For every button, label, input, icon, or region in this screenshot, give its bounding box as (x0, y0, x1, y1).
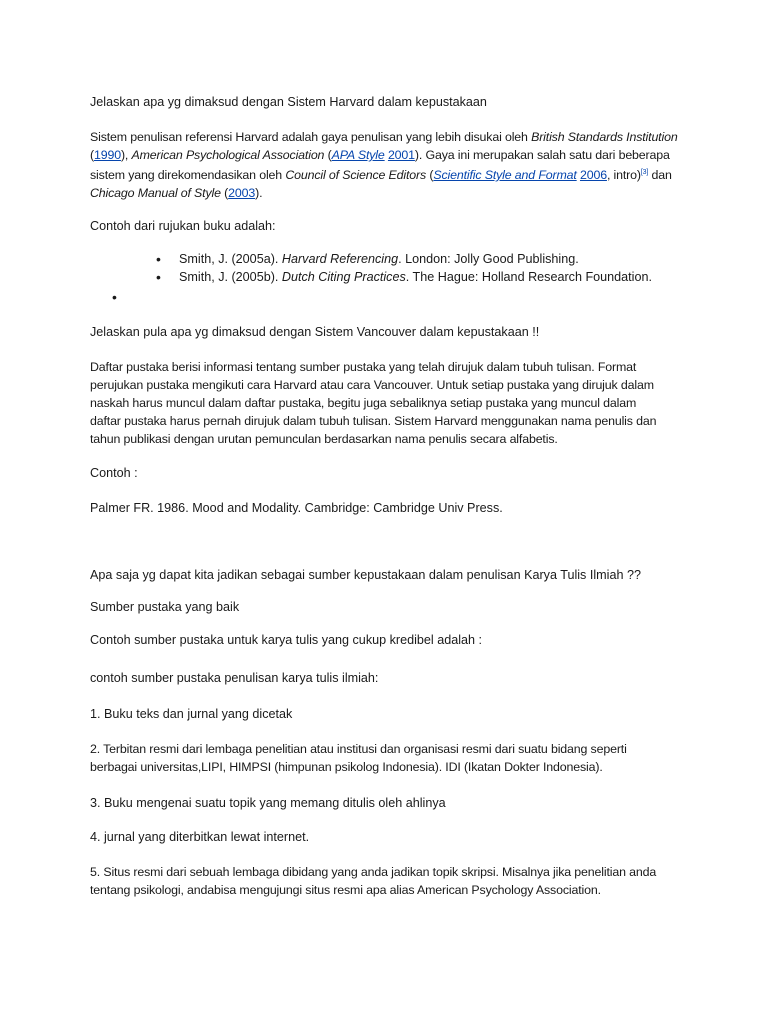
question-harvard: Jelaskan apa yg dimaksud dengan Sistem Harvard dalam kepustakaan (90, 95, 487, 109)
list-item-5: 5. Situs resmi dari sebuah lembaga dibidang yang anda jadikan topik skripsi. Misalnya jika penelitian anda tentang psikologi, andabisa mengujungi situs resmi apa alias American Psychology Association. (90, 865, 657, 897)
palmer-reference: Palmer FR. 1986. Mood and Modality. Cambridge: Cambridge Univ Press. (90, 501, 503, 515)
contoh-kredibel-heading: Contoh sumber pustaka untuk karya tulis yang cukup kredibel adalah : (90, 633, 483, 647)
reference-list (140, 250, 700, 286)
text-run: ( (90, 148, 94, 162)
list-item-1: 1. Buku teks dan jurnal yang dicetak (90, 707, 293, 721)
list-item-3: 3. Buku mengenai suatu topik yang memang ditulis oleh ahlinya (90, 796, 446, 810)
text-run: Harvard Referencing (281, 252, 399, 266)
sumber-baik-heading: Sumber pustaka yang baik (90, 600, 240, 614)
text-run: ). Gaya ini merupakan salah satu dari beberapa sistem yang direkomendasikan oleh (90, 148, 670, 183)
text-run: Dutch Citing Practices (281, 270, 406, 284)
text-run: Smith, J. (2005a). (179, 252, 282, 266)
link-1990[interactable]: 1990 (93, 148, 121, 162)
link-scientific-style[interactable]: Scientific Style and Format (433, 168, 577, 183)
footnote-link[interactable]: [3] (640, 169, 649, 176)
harvard-paragraph (90, 128, 690, 202)
text-run: ), (120, 148, 132, 162)
text-run: ( (426, 168, 434, 183)
text-run: ( (220, 186, 229, 201)
question-vancouver: Jelaskan pula apa yg dimaksud dengan Sistem Vancouver dalam kepustakaan !! (90, 325, 540, 339)
text-run: ). (255, 186, 263, 201)
list-item-4: 4. jurnal yang diterbitkan lewat internet. (90, 830, 310, 844)
text-run: . London: Jolly Good Publishing. (398, 252, 579, 266)
text-run: Smith, J. (2005b). (179, 270, 282, 284)
vancouver-paragraph: Daftar pustaka berisi informasi tentang sumber pustaka yang telah dirujuk dalam tubuh tulisan. Format perujukan pustaka mengikuti cara Harvard atau cara Vancouver. Untuk setiap pustaka yang dirujuk dalam naskah harus muncul dalam daftar pustaka, begitu juga sebaliknya setiap pustaka yang muncul dalam daftar pustaka harus pernah dirujuk dalam tubuh tulisan. Sistem Harvard menggunakan nama penulis dan tahun publikasi dengan urutan pemunculan berdasarkan nama penulis secara alfabetis. (90, 360, 657, 446)
text-run: ( (324, 148, 332, 162)
text-run: Chicago Manual of Style (90, 186, 221, 201)
text-run: Council of Science Editors (285, 168, 427, 183)
contoh-label: Contoh : (90, 466, 138, 480)
question-sumber: Apa saja yg dapat kita jadikan sebagai sumber kepustakaan dalam penulisan Karya Tulis Ilmiah ?? (90, 568, 641, 582)
list-item (140, 250, 700, 268)
text-run: British Standards Institution (531, 130, 678, 144)
link-2003[interactable]: 2003 (228, 186, 256, 201)
link-apa-style[interactable]: APA Style (331, 148, 385, 162)
link-2001[interactable]: 2001 (387, 148, 415, 162)
text-run: dan (648, 168, 672, 183)
contoh-ilmiah-heading: contoh sumber pustaka penulisan karya tulis ilmiah: (90, 671, 379, 685)
list-item-2: 2. Terbitan resmi dari lembaga penelitian atau institusi dan organisasi resmi dari suatu bidang seperti berbagai universitas,LIPI, HIMPSI (himpunan psikolog Indonesia). IDI (Ikatan Dokter Indonesia). (90, 742, 627, 774)
text-run: , intro) (606, 168, 641, 183)
empty-bullet: • (112, 289, 117, 305)
text-run: American Psychological Association (131, 148, 325, 162)
list-item (140, 268, 700, 286)
text-run: Sistem penulisan referensi Harvard adalah gaya penulisan yang lebih disukai oleh (90, 130, 532, 144)
contoh-buku-label: Contoh dari rujukan buku adalah: (90, 219, 276, 233)
link-2006[interactable]: 2006 (579, 168, 607, 183)
text-run: . The Hague: Holland Research Foundation. (405, 270, 652, 284)
